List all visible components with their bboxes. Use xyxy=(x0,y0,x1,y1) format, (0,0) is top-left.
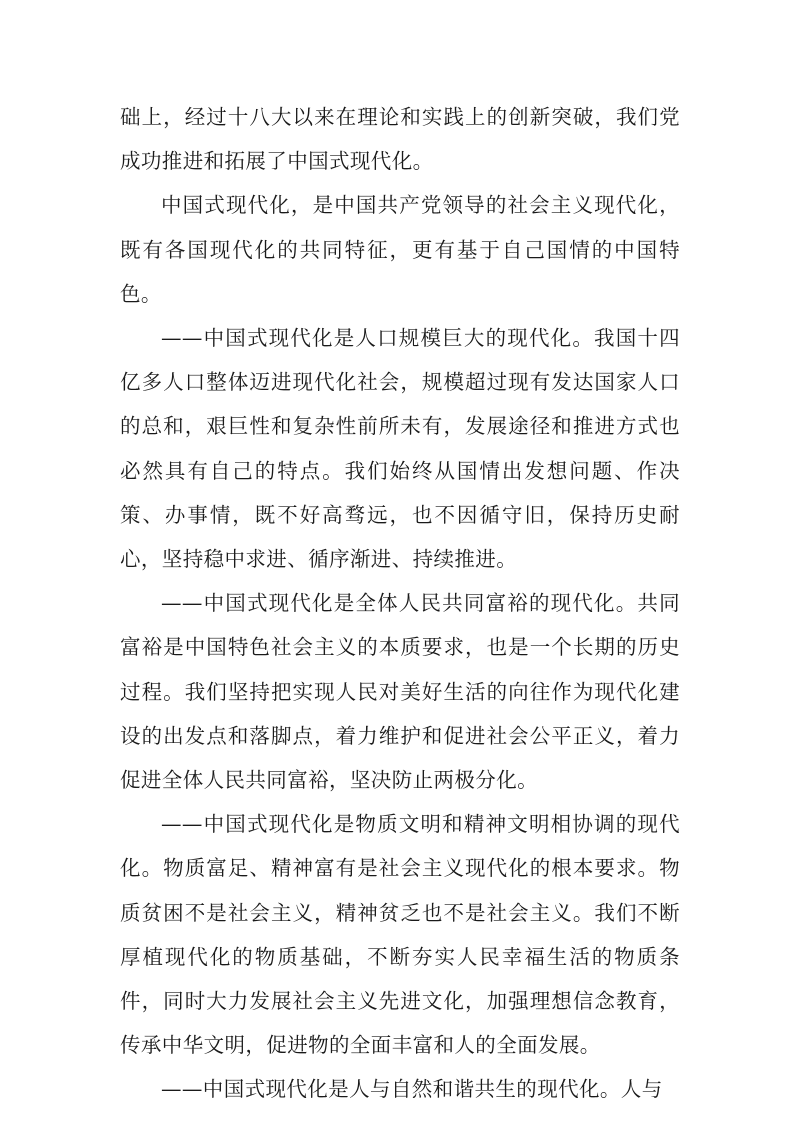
paragraph-population: ——中国式现代化是人口规模巨大的现代化。我国十四亿多人口整体迈进现代化社会，规模超过现有发达国家人口的总和，艰巨性和复杂性前所未有，发展途径和推进方式也必然具有自己的特点。我们始终从国情出发想问题、作决策、办事情，既不好高骛远，也不因循守旧，保持历史耐心，坚持稳中求进、循序渐进、持续推进。 xyxy=(120,326,680,572)
body-text xyxy=(120,95,680,1112)
paragraph-harmony-nature: ——中国式现代化是人与自然和谐共生的现代化。人与 xyxy=(161,1077,663,1102)
paragraph-intro: 中国式现代化，是中国共产党领导的社会主义现代化，既有各国现代化的共同特征，更有基于自己国情的中国特色。 xyxy=(120,193,680,306)
paragraph-common-prosperity: ——中国式现代化是全体人民共同富裕的现代化。共同富裕是中国特色社会主义的本质要求，也是一个长期的历史过程。我们坚持把实现人民对美好生活的向往作为现代化建设的出发点和落脚点，着力维护和促进社会公平正义，着力促进全体人民共同富裕，坚决防止两极分化。 xyxy=(120,591,680,793)
paragraph-continuation: 础上，经过十八大以来在理论和实践上的创新突破，我们党成功推进和拓展了中国式现代化。 xyxy=(120,105,680,174)
paragraph-material-spiritual: ——中国式现代化是物质文明和精神文明相协调的现代化。物质富足、精神富有是社会主义现代化的根本要求。物质贫困不是社会主义，精神贫乏也不是社会主义。我们不断厚植现代化的物质基础，不断夯实人民幸福生活的物质条件，同时大力发展社会主义先进文化，加强理想信念教育，传承中华文明，促进物的全面丰富和人的全面发展。 xyxy=(120,812,680,1058)
